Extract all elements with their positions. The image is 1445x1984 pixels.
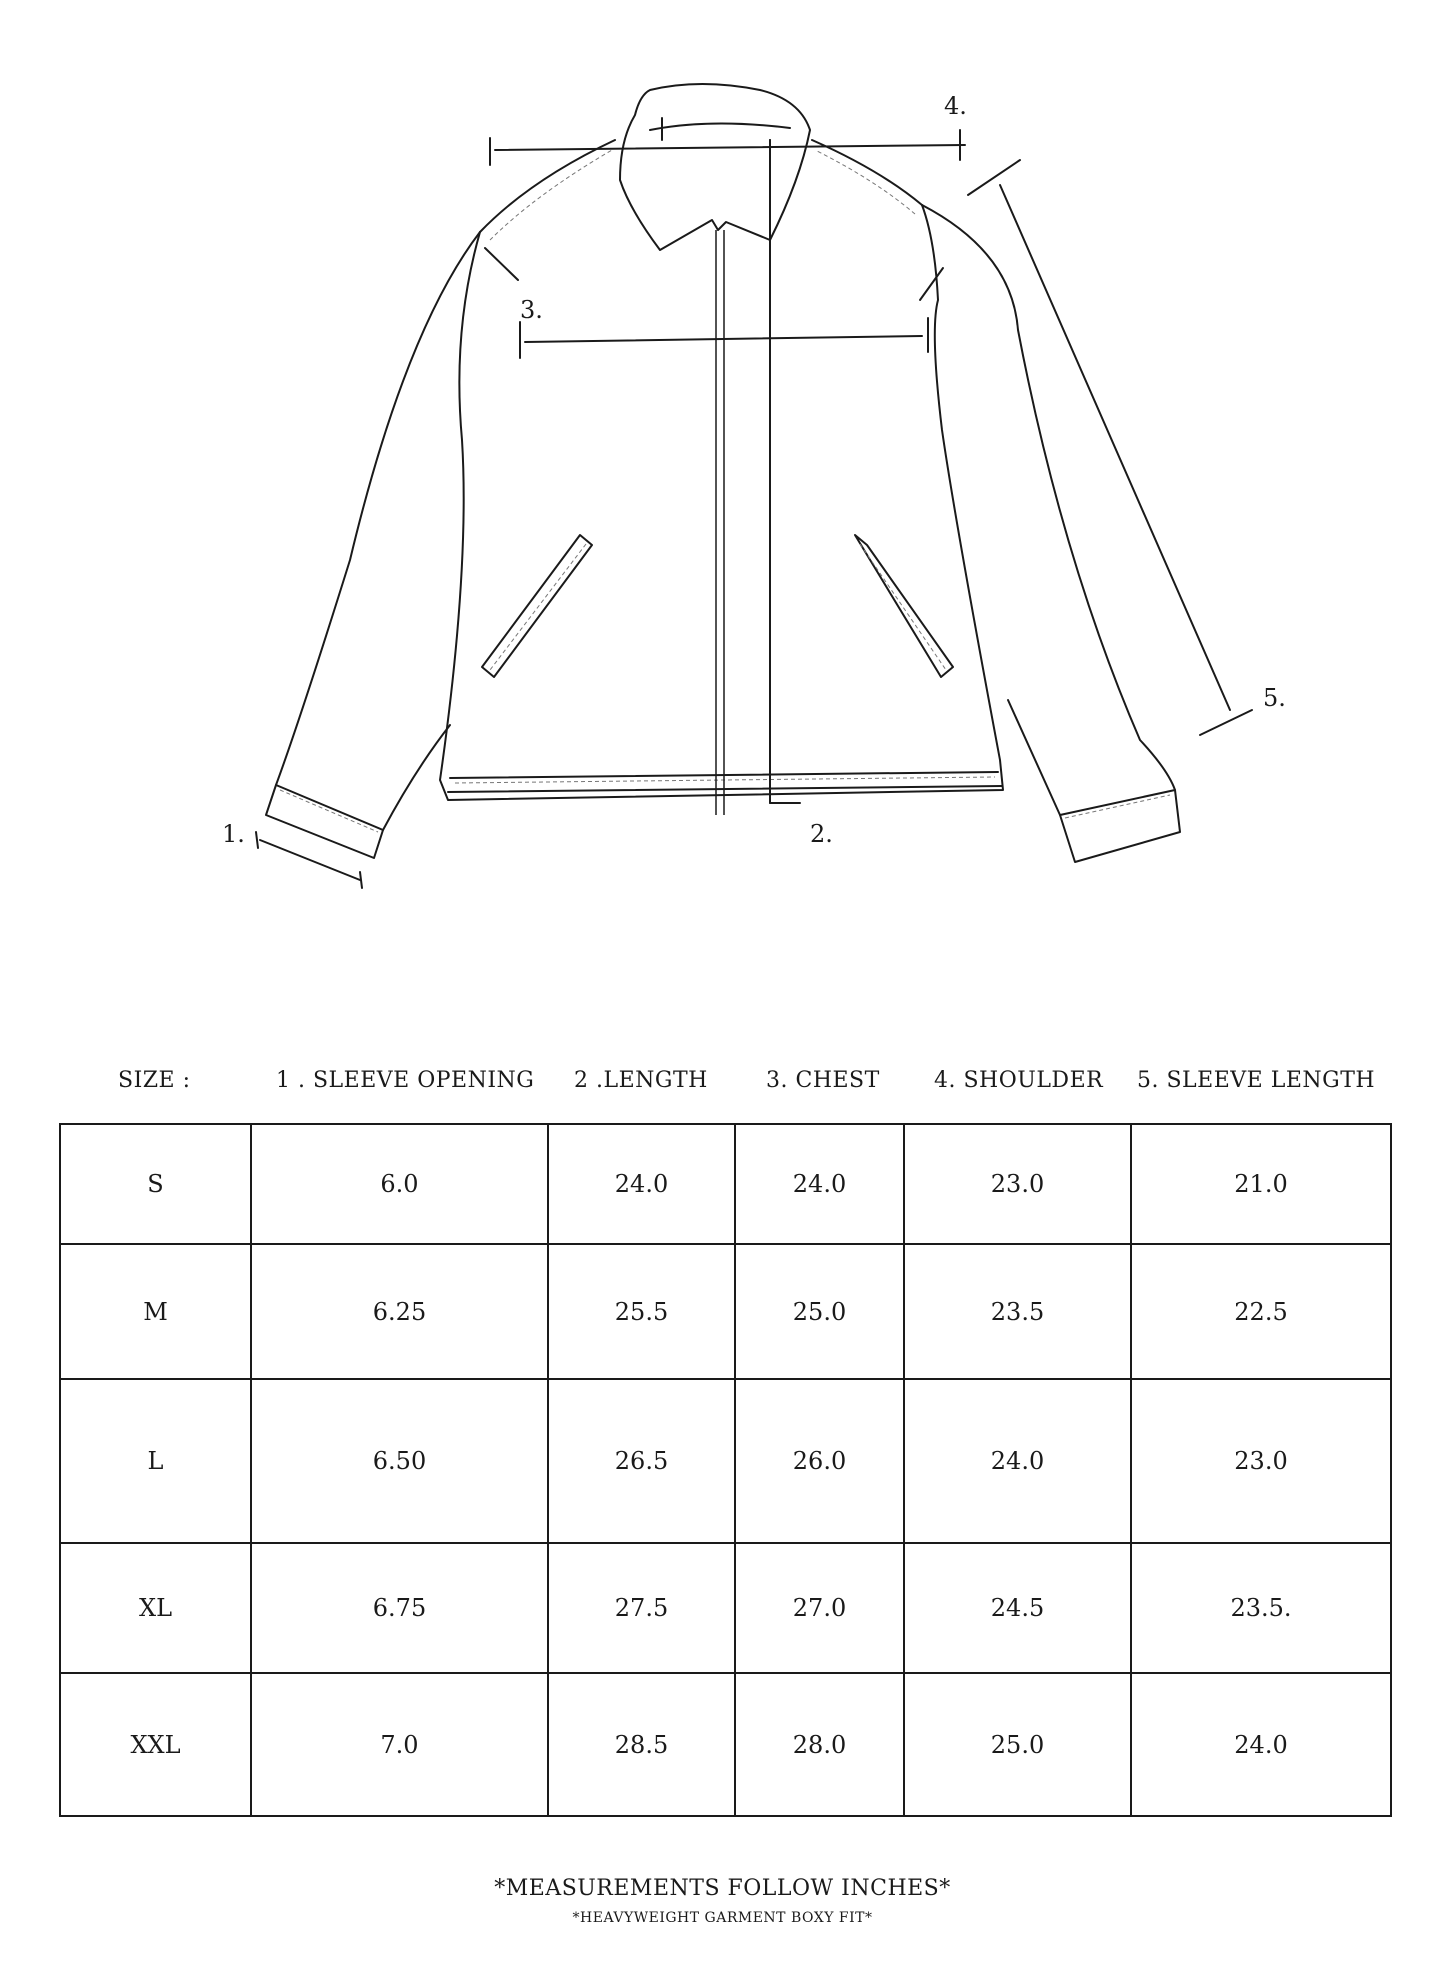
collar — [620, 84, 810, 250]
value-cell: 27.0 — [735, 1543, 904, 1673]
value-cell: 25.5 — [548, 1244, 735, 1379]
value-cell: 28.0 — [735, 1673, 904, 1816]
value-cell: 24.0 — [735, 1124, 904, 1244]
value-cell: 6.50 — [251, 1379, 548, 1543]
value-cell: 24.0 — [1131, 1673, 1391, 1816]
size-chart-table — [59, 1123, 1392, 1817]
value-cell: 23.5. — [1131, 1543, 1391, 1673]
measure-label-3: 3. — [520, 296, 543, 324]
fit-note: *HEAVYWEIGHT GARMENT BOXY FIT* — [572, 1910, 873, 1926]
col-header-shoulder: 4. SHOULDER — [934, 1068, 1104, 1093]
measure-label-4: 4. — [944, 92, 967, 120]
size-cell: XXL — [60, 1673, 251, 1816]
table-row — [60, 1379, 1391, 1543]
value-cell: 22.5 — [1131, 1244, 1391, 1379]
value-cell: 6.25 — [251, 1244, 548, 1379]
value-cell: 25.0 — [904, 1673, 1131, 1816]
col-header-length: 2 .LENGTH — [574, 1068, 708, 1093]
col-header-sleeve-length: 5. SLEEVE LENGTH — [1137, 1068, 1376, 1093]
value-cell: 6.75 — [251, 1543, 548, 1673]
size-cell: L — [60, 1379, 251, 1543]
value-cell: 24.5 — [904, 1543, 1131, 1673]
table-row — [60, 1124, 1391, 1244]
measure-label-5: 5. — [1263, 684, 1286, 712]
value-cell: 28.5 — [548, 1673, 735, 1816]
table-row — [60, 1673, 1391, 1816]
left-sleeve — [276, 232, 480, 830]
value-cell: 26.5 — [548, 1379, 735, 1543]
jacket-body — [440, 205, 1003, 800]
table-row — [60, 1244, 1391, 1379]
value-cell: 23.5 — [904, 1244, 1131, 1379]
measurement-note: *MEASUREMENTS FOLLOW INCHES* — [494, 1876, 951, 1901]
value-cell: 26.0 — [735, 1379, 904, 1543]
size-cell: XL — [60, 1543, 251, 1673]
measure-label-2: 2. — [810, 820, 833, 848]
measure-line-shoulder — [495, 145, 965, 150]
measure-line-sleeve-length — [1000, 185, 1230, 710]
value-cell: 24.0 — [548, 1124, 735, 1244]
table-row — [60, 1543, 1391, 1673]
size-cell: M — [60, 1244, 251, 1379]
value-cell: 6.0 — [251, 1124, 548, 1244]
value-cell: 23.0 — [1131, 1379, 1391, 1543]
measure-label-1: 1. — [222, 820, 245, 848]
size-cell: S — [60, 1124, 251, 1244]
value-cell: 23.0 — [904, 1124, 1131, 1244]
value-cell: 27.5 — [548, 1543, 735, 1673]
value-cell: 25.0 — [735, 1244, 904, 1379]
col-header-sleeve-opening: 1 . SLEEVE OPENING — [276, 1068, 535, 1093]
col-header-chest: 3. CHEST — [766, 1068, 880, 1093]
left-pocket — [482, 535, 592, 677]
size-chart-header — [0, 1068, 1445, 1108]
jacket-diagram — [0, 0, 1445, 900]
value-cell: 24.0 — [904, 1379, 1131, 1543]
value-cell: 21.0 — [1131, 1124, 1391, 1244]
right-pocket — [855, 535, 953, 677]
value-cell: 7.0 — [251, 1673, 548, 1816]
size-label: SIZE : — [118, 1068, 191, 1093]
